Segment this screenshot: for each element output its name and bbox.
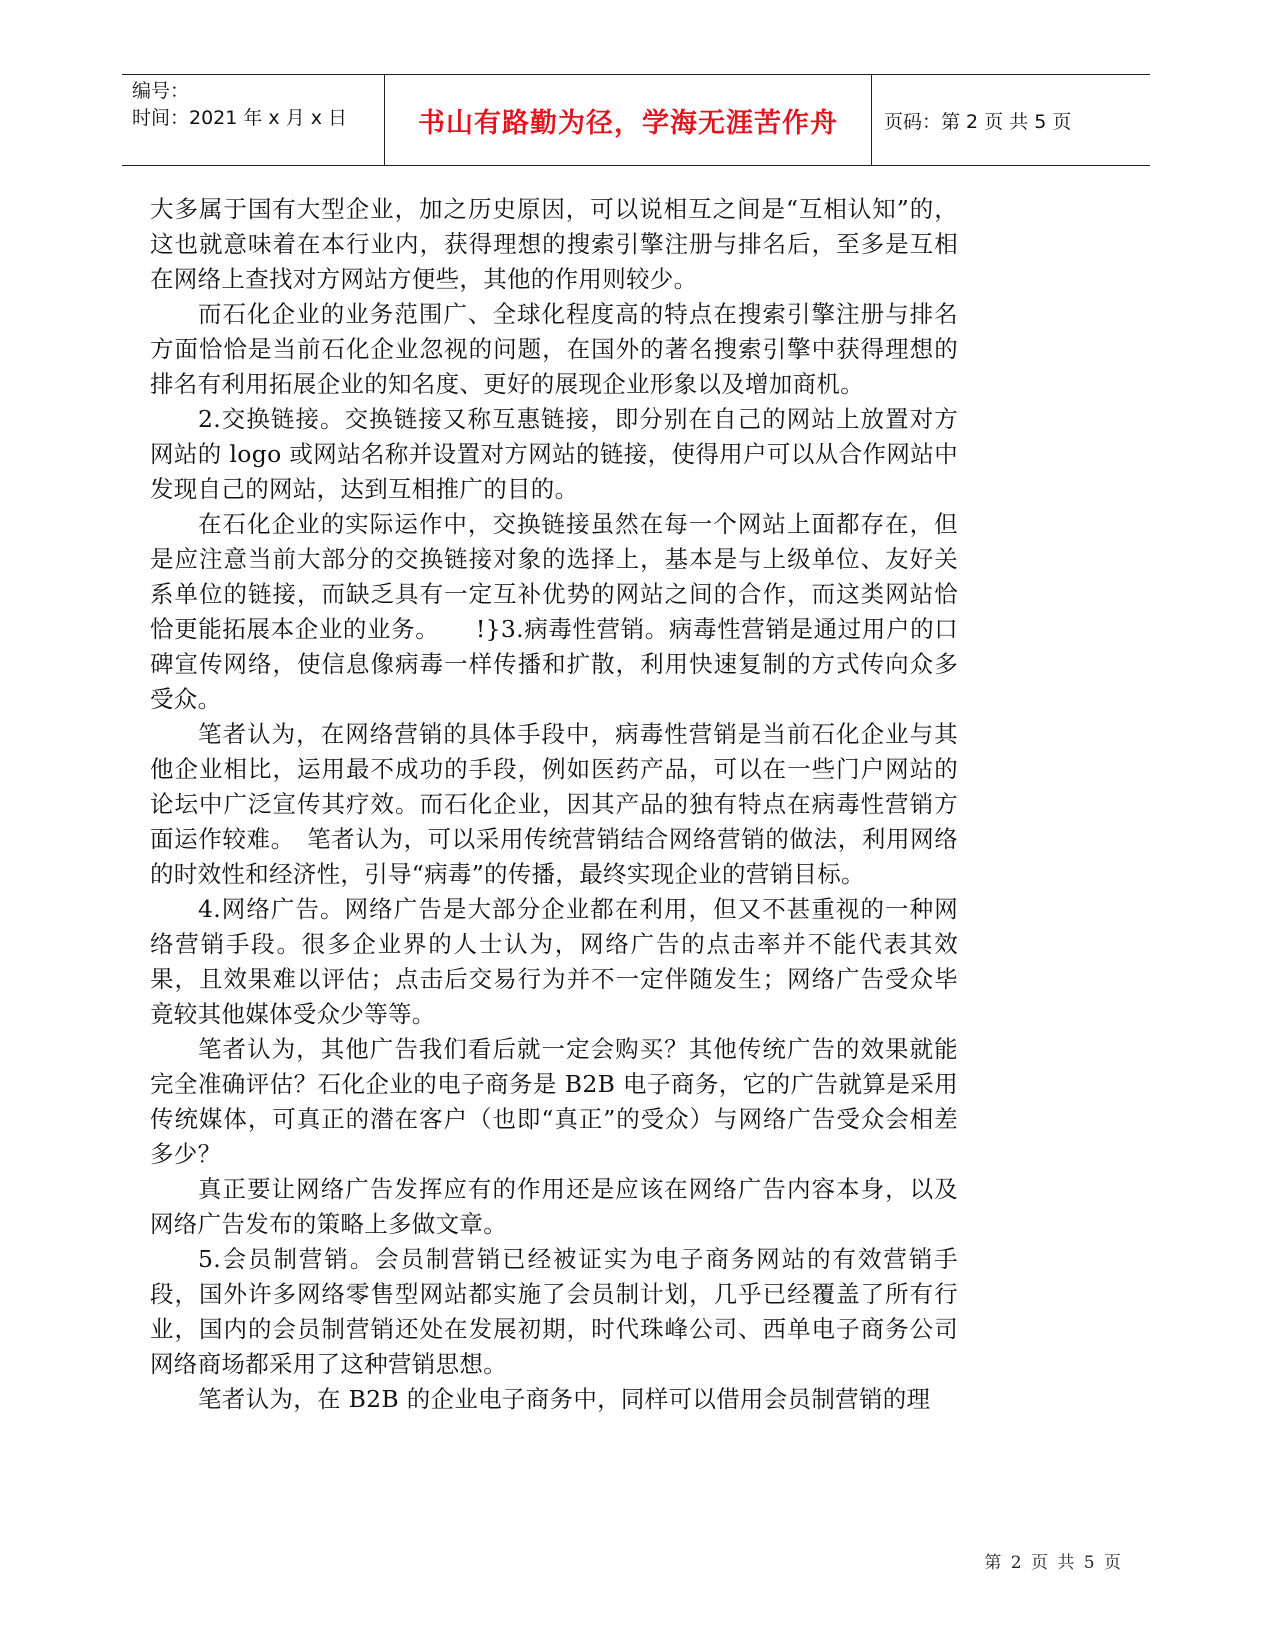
- paragraph: 笔者认为，在网络营销的具体手段中，病毒性营销是当前石化企业与其他企业相比，运用最不成功的手段，例如医药产品，可以在一些门户网站的论坛中广泛宣传其疗效。而石化企业，因其产品的独有特点在病毒性营销方面运作较难。 笔者认为，可以采用传统营销结合网络营销的做法，利用网络的时效性和经济性，引导“病毒”的传播，最终实现企业的营销目标。: [150, 720, 958, 888]
- header-motto: 书山有路勤为径，学海无涯苦作舟: [418, 107, 838, 139]
- paragraph: 而石化企业的业务范围广、全球化程度高的特点在搜索引擎注册与排名方面恰恰是当前石化企业忽视的问题，在国外的著名搜索引擎中获得理想的排名有利用拓展企业的知名度、更好的展现企业形象以及增加商机。: [150, 300, 958, 398]
- paragraph: 4.网络广告。网络广告是大部分企业都在利用，但又不甚重视的一种网络营销手段。很多企业界的人士认为，网络广告的点击率并不能代表其效果，且效果难以评估；点击后交易行为并不一定伴随发生；网络广告受众毕竟较其他媒体受众少等等。: [150, 895, 958, 1028]
- header-meta-cell: [122, 75, 385, 165]
- paragraph: 在石化企业的实际运作中，交换链接虽然在每一个网站上面都存在，但是应注意当前大部分的交换链接对象的选择上，基本是与上级单位、友好关系单位的链接，而缺乏具有一定互补优势的网站之间的合作，而这类网站恰恰更能拓展本企业的业务。 !}3.病毒性营销。病毒性营销是通过用户的口碑宣传网络，使信息像病毒一样传播和扩散，利用快速复制的方式传向众多受众。: [150, 510, 958, 713]
- paragraph: 笔者认为，其他广告我们看后就一定会购买？其他传统广告的效果就能完全准确评估？石化企业的电子商务是 B2B 电子商务，它的广告就算是采用传统媒体，可真正的潜在客户（也即“真正”的受众）与网络广告受众会相差多少？: [150, 1035, 958, 1168]
- paragraph: 2.交换链接。交换链接又称互惠链接，即分别在自己的网站上放置对方网站的 logo 或网站名称并设置对方网站的链接，使得用户可以从合作网站中发现自己的网站，达到互相推广的目的。: [150, 405, 958, 503]
- header-motto-cell: [385, 75, 872, 165]
- footer-page-indicator: 第 2 页 共 5 页: [984, 1553, 1123, 1573]
- paragraph: 笔者认为，在 B2B 的企业电子商务中，同样可以借用会员制营销的理: [198, 1385, 931, 1413]
- paragraph: 5.会员制营销。会员制营销已经被证实为电子商务网站的有效营销手段，国外许多网络零售型网站都实施了会员制计划，几乎已经覆盖了所有行业，国内的会员制营销还处在发展初期，时代珠峰公司、西单电子商务公司网络商场都采用了这种营销思想。: [150, 1245, 958, 1378]
- document-date-label: 时间：2021 年 x 月 x 日: [132, 107, 348, 129]
- page-footer: [984, 1548, 1123, 1573]
- header-page-code: 页码：第 2 页 共 5 页: [884, 110, 1072, 133]
- paragraph: 大多属于国有大型企业，加之历史原因，可以说相互之间是“互相认知”的，这也就意味着在本行业内，获得理想的搜索引擎注册与排名后，至多是互相在网络上查找对方网站方便些，其他的作用则较少。: [150, 195, 958, 293]
- header-page-cell: [872, 75, 1150, 165]
- paragraph: 真正要让网络广告发挥应有的作用还是应该在网络广告内容本身，以及网络广告发布的策略上多做文章。: [150, 1175, 958, 1238]
- document-body: [150, 192, 958, 1417]
- document-header: [122, 74, 1150, 166]
- document-number-label: 编号：: [132, 80, 190, 102]
